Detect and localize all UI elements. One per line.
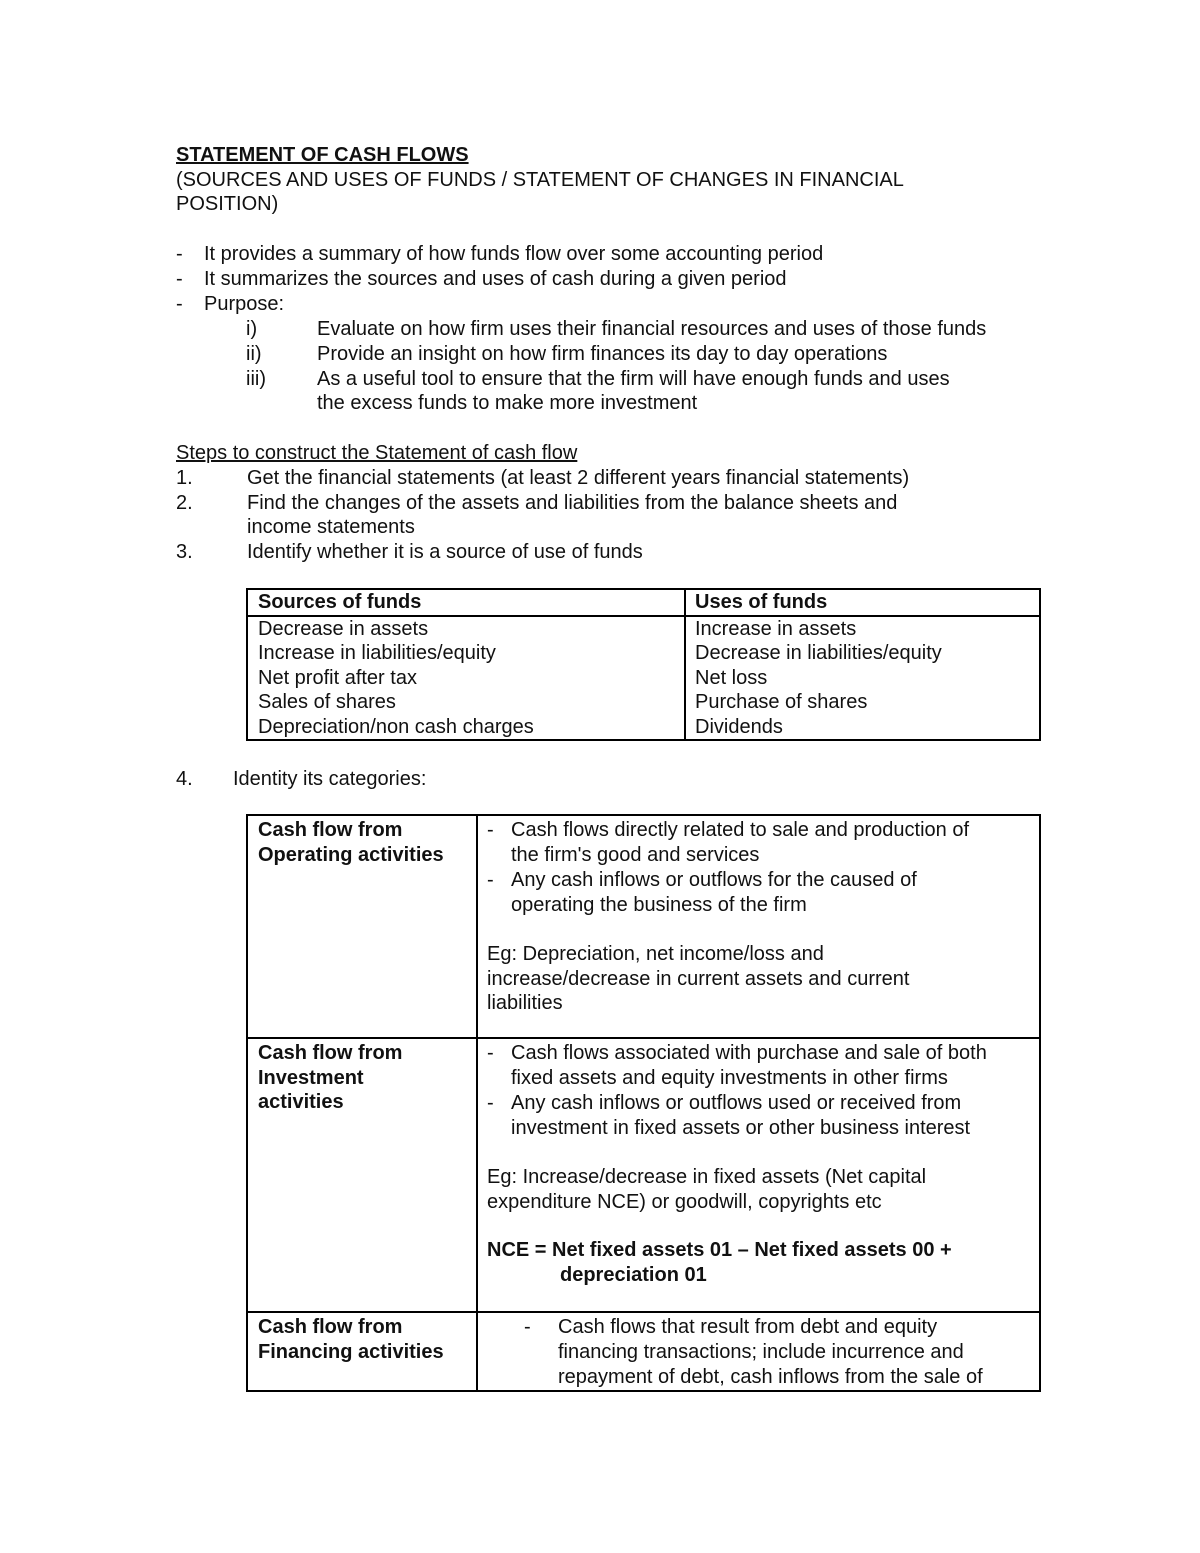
category-description-cell: [477, 1312, 1040, 1391]
item-line: repayment of debt, cash inflows from the sale of: [558, 1366, 983, 1388]
use-item: Purchase of shares: [695, 691, 868, 713]
step-number: 3.: [176, 541, 193, 563]
example-text: liabilities: [487, 992, 563, 1014]
category-label: Investment: [258, 1066, 364, 1089]
category-label-cell: [247, 815, 477, 1038]
table-row: [247, 1038, 1040, 1312]
step-text: income statements: [247, 516, 415, 538]
table-header-row: [247, 589, 1040, 616]
category-label: activities: [258, 1091, 344, 1113]
purpose-text: Evaluate on how firm uses their financial resources and uses of those funds: [317, 318, 987, 340]
item-line: fixed assets and equity investments in other firms: [511, 1067, 948, 1089]
document-title: STATEMENT OF CASH FLOWS: [176, 144, 469, 166]
step-text: Identify whether it is a source of use of funds: [247, 541, 643, 563]
document-subtitle-line-2: POSITION): [176, 193, 279, 215]
step-text: Identity its categories:: [233, 768, 427, 790]
list-item: [487, 1091, 1039, 1141]
use-item: Increase in assets: [695, 617, 857, 640]
purpose-number: ii): [246, 343, 262, 365]
category-label: Financing activities: [258, 1340, 444, 1363]
bullet-dash: -: [524, 1316, 531, 1338]
list-item: [524, 1315, 1039, 1390]
bullet-summary: It provides a summary of how funds flow over some accounting period: [204, 243, 824, 265]
bullet-sources-uses: It summarizes the sources and uses of cash during a given period: [204, 268, 787, 290]
sources-cell: [247, 616, 685, 741]
category-label-cell: [247, 1312, 477, 1391]
step-number: 1.: [176, 467, 193, 489]
step-text: Get the financial statements (at least 2 different years financial statements): [247, 467, 910, 489]
source-item: Net profit after tax: [258, 666, 417, 689]
bullet-dash: -: [487, 1092, 494, 1114]
uses-header: Uses of funds: [695, 591, 828, 613]
table-row: [247, 815, 1040, 1038]
item-line: the firm's good and services: [511, 844, 760, 866]
source-item: Sales of shares: [258, 691, 396, 713]
source-item: Decrease in assets: [258, 617, 429, 640]
example-text: Eg: Depreciation, net income/loss and: [487, 943, 824, 965]
categories-table: [246, 814, 1041, 1392]
bullet-dash: -: [176, 268, 183, 290]
category-label: Operating activities: [258, 843, 444, 866]
uses-cell: [685, 616, 1040, 741]
category-label: Cash flow from: [258, 1316, 403, 1338]
bullet-dash: -: [176, 293, 183, 315]
bullet-dash: -: [487, 819, 494, 841]
item-line: Cash flows directly related to sale and production of: [511, 819, 970, 841]
table-row: [247, 1312, 1040, 1391]
item-line: Cash flows that result from debt and equity: [558, 1316, 938, 1338]
use-item: Net loss: [695, 666, 768, 689]
nce-formula: NCE = Net fixed assets 01 – Net fixed assets 00 +: [487, 1239, 952, 1261]
table-row: [247, 616, 1040, 741]
sources-header: Sources of funds: [258, 591, 422, 613]
item-line: financing transactions; include incurrence and: [558, 1341, 964, 1363]
table-header-cell: [247, 589, 685, 616]
use-item: Decrease in liabilities/equity: [695, 642, 942, 664]
example-text: expenditure NCE) or goodwill, copyrights etc: [487, 1190, 882, 1213]
item-line: Any cash inflows or outflows for the caused of: [511, 869, 917, 891]
bullet-purpose: Purpose:: [204, 293, 285, 315]
item-line: investment in fixed assets or other business interest: [511, 1117, 971, 1139]
category-label: Cash flow from: [258, 819, 403, 841]
purpose-number: i): [246, 318, 258, 340]
category-label: Cash flow from: [258, 1042, 403, 1064]
list-item: [487, 818, 1039, 868]
category-description-cell: [477, 1038, 1040, 1312]
purpose-text: As a useful tool to ensure that the firm will have enough funds and uses: [317, 368, 950, 390]
item-line: Cash flows associated with purchase and sale of both: [511, 1042, 987, 1064]
item-line: Any cash inflows or outflows used or received from: [511, 1092, 962, 1114]
bullet-dash: -: [176, 243, 183, 265]
example-text: Eg: Increase/decrease in fixed assets (Net capital: [487, 1166, 927, 1188]
bullet-dash: -: [487, 869, 494, 891]
document-subtitle-line-1: (SOURCES AND USES OF FUNDS / STATEMENT OF CHANGES IN FINANCIAL: [176, 169, 904, 191]
nce-formula: depreciation 01: [560, 1263, 707, 1286]
source-item: Depreciation/non cash charges: [258, 715, 534, 738]
use-item: Dividends: [695, 715, 783, 738]
table-header-cell: [685, 589, 1040, 616]
bullet-dash: -: [487, 1042, 494, 1064]
item-line: operating the business of the firm: [511, 894, 807, 916]
step-number: 4.: [176, 768, 193, 790]
purpose-number: iii): [246, 368, 266, 390]
source-item: Increase in liabilities/equity: [258, 642, 496, 664]
list-item: [487, 868, 1039, 918]
steps-heading: Steps to construct the Statement of cash flow: [176, 442, 578, 464]
step-number: 2.: [176, 492, 193, 514]
purpose-text: Provide an insight on how firm finances its day to day operations: [317, 343, 888, 365]
funds-table: [246, 588, 1041, 741]
category-label-cell: [247, 1038, 477, 1312]
category-description-cell: [477, 815, 1040, 1038]
purpose-text: the excess funds to make more investment: [317, 392, 698, 414]
list-item: [487, 1041, 1039, 1091]
example-text: increase/decrease in current assets and current: [487, 967, 910, 990]
step-text: Find the changes of the assets and liabilities from the balance sheets and: [247, 492, 898, 514]
